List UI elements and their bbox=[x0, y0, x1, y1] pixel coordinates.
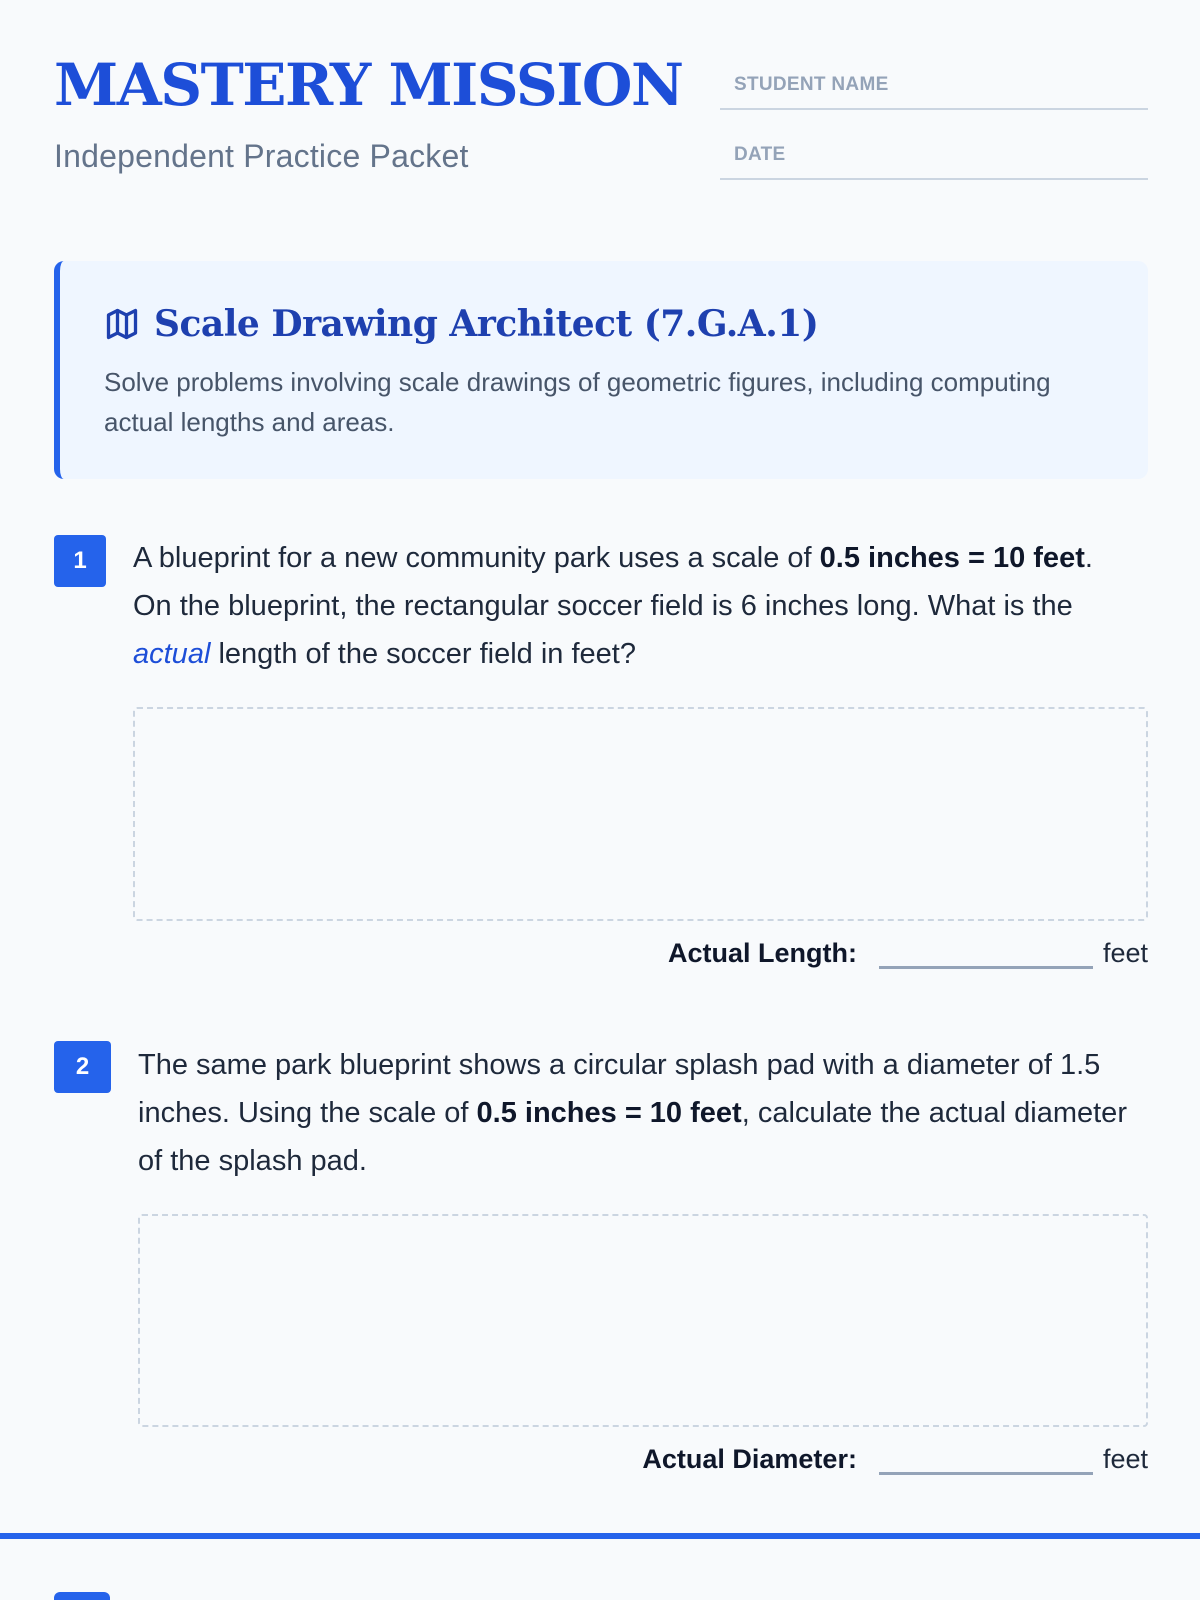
question-text-part: . On the blueprint, the rectangular soccer field is 6 inches long. What is the bbox=[133, 542, 1093, 622]
question-number-badge: 1 bbox=[54, 535, 106, 587]
question-text bbox=[138, 1041, 1138, 1185]
answer-label: Actual Diameter: bbox=[642, 1444, 857, 1474]
page-subtitle: Independent Practice Packet bbox=[54, 138, 469, 174]
question-text-part: The same park blueprint shows a circular splash pad with a diameter of 1.5 inches. Using the scale of bbox=[138, 1049, 1101, 1129]
work-area[interactable] bbox=[138, 1214, 1148, 1427]
objective-title: Scale Drawing Architect (7.G.A.1) bbox=[154, 303, 819, 345]
answer-blank[interactable] bbox=[879, 1465, 1093, 1475]
section-divider bbox=[0, 1533, 1200, 1539]
work-area[interactable] bbox=[133, 707, 1148, 921]
question-text bbox=[133, 534, 1133, 678]
answer-unit: feet bbox=[1102, 938, 1148, 968]
map-icon bbox=[104, 306, 140, 342]
student-name-field[interactable] bbox=[720, 70, 1148, 110]
date-field[interactable] bbox=[720, 140, 1148, 180]
page-title: MASTERY MISSION bbox=[54, 51, 683, 119]
answer-row bbox=[668, 938, 1148, 969]
scale-emphasis: 0.5 inches = 10 feet bbox=[476, 1097, 742, 1129]
date-label: DATE bbox=[734, 144, 786, 165]
question-number-badge: 2 bbox=[54, 1041, 111, 1093]
student-name-label: STUDENT NAME bbox=[734, 74, 889, 95]
next-question-badge bbox=[54, 1592, 110, 1600]
question-text-part: , calculate the actual diameter of the splash pad. bbox=[138, 1097, 1127, 1177]
objective-description: Solve problems involving scale drawings of geometric figures, including computing actual lengths and areas. bbox=[104, 367, 1051, 437]
answer-unit: feet bbox=[1102, 1444, 1148, 1474]
actual-emphasis: actual bbox=[133, 638, 211, 670]
answer-label: Actual Length: bbox=[667, 938, 857, 968]
objective-callout bbox=[54, 261, 1148, 479]
answer-blank[interactable] bbox=[879, 959, 1093, 969]
question-text-part: length of the soccer field in feet? bbox=[210, 638, 636, 670]
answer-row bbox=[642, 1444, 1148, 1475]
scale-emphasis: 0.5 inches = 10 feet bbox=[819, 542, 1085, 574]
question-text-part: A blueprint for a new community park uses a scale of bbox=[133, 542, 820, 574]
objective-heading bbox=[104, 303, 818, 345]
